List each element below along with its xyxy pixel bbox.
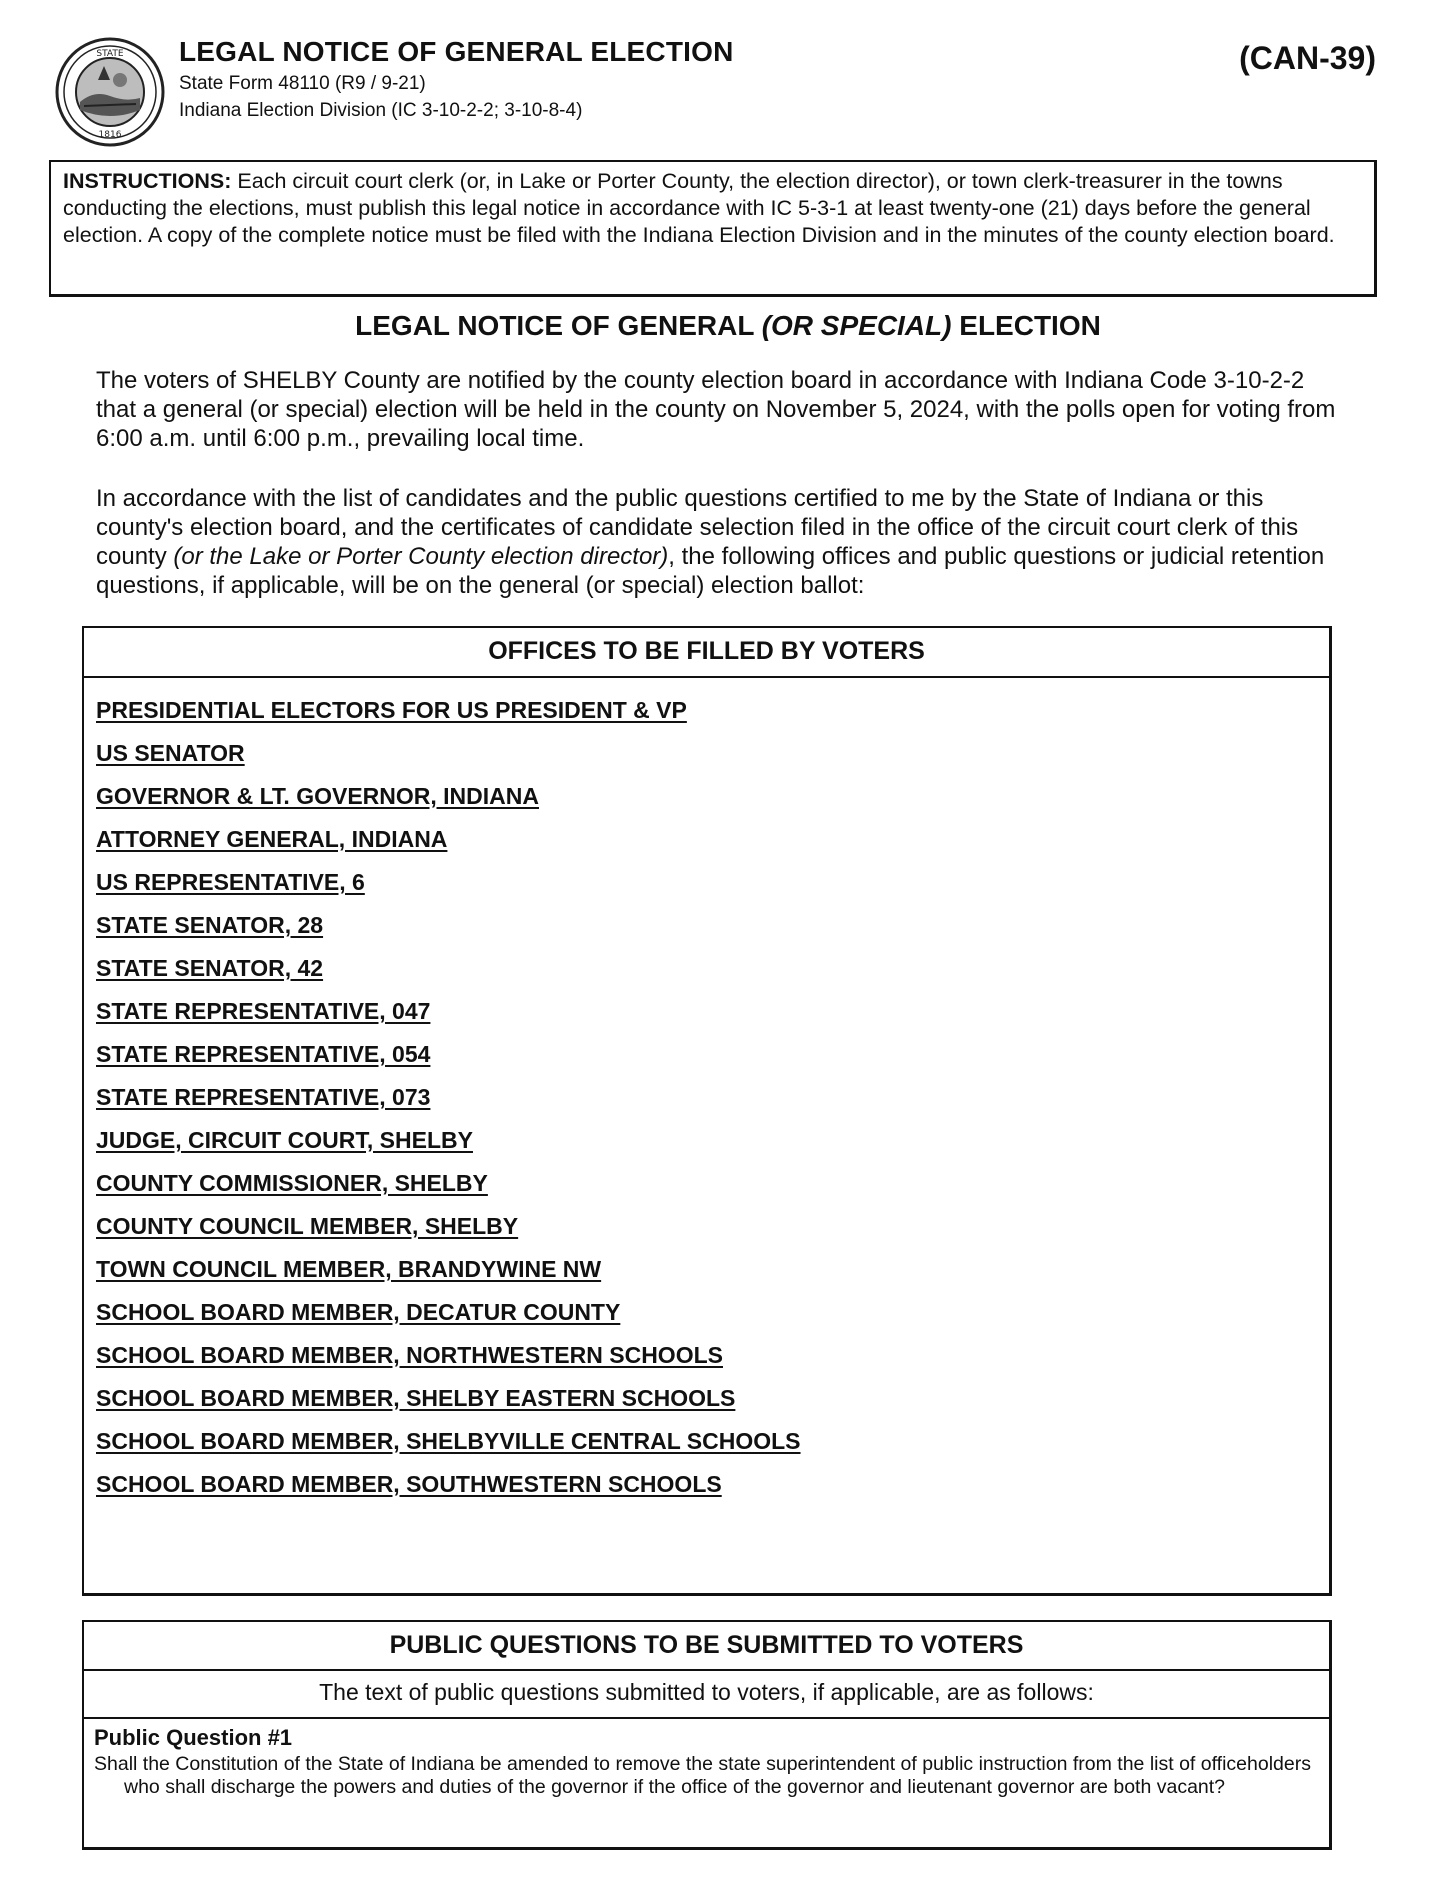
office-item: US REPRESENTATIVE, 6 [96, 869, 365, 895]
public-question-text: Shall the Constitution of the State of Indiana be amended to remove the state superintendent of public instruction from the list of officeholders who shall discharge the powers and duties of the governor if the office of the governor and lieutenant governor are both vacant? [94, 1753, 1311, 1798]
public-questions-intro: The text of public questions submitted to voters, if applicable, are as follows: [84, 1671, 1329, 1719]
notice-heading-italic: (OR SPECIAL) [761, 310, 952, 341]
public-questions-heading: PUBLIC QUESTIONS TO BE SUBMITTED TO VOTERS [84, 1622, 1329, 1671]
office-item: SCHOOL BOARD MEMBER, SHELBY EASTERN SCHOOLS [96, 1385, 736, 1411]
form-title: LEGAL NOTICE OF GENERAL ELECTION [179, 36, 734, 67]
svg-text:STATE: STATE [96, 49, 124, 59]
notice-paragraph-2-italic: (or the Lake or Porter County election director) [173, 543, 669, 570]
office-item: STATE REPRESENTATIVE, 054 [96, 1041, 431, 1067]
election-division: Indiana Election Division (IC 3-10-2-2; 3-10-8-4) [179, 100, 583, 121]
notice-paragraph-1: The voters of SHELBY County are notified by the county election board in accordance with Indiana Code 3-10-2-2 that a general (or special) election will be held in the county on November 5, 2024, with the polls open for voting from 6:00 a.m. until 6:00 p.m., prevailing local time. [96, 367, 1336, 452]
offices-heading: OFFICES TO BE FILLED BY VOTERS [84, 628, 1329, 678]
seal-icon [54, 36, 166, 148]
office-item: GOVERNOR & LT. GOVERNOR, INDIANA [96, 783, 539, 809]
public-question-title: Public Question #1 [94, 1725, 293, 1750]
office-item: SCHOOL BOARD MEMBER, SOUTHWESTERN SCHOOLS [96, 1471, 722, 1497]
office-item: JUDGE, CIRCUIT COURT, SHELBY [96, 1127, 473, 1153]
office-item: ATTORNEY GENERAL, INDIANA [96, 826, 448, 852]
office-item: COUNTY COMMISSIONER, SHELBY [96, 1170, 488, 1196]
svg-text:1816: 1816 [98, 130, 122, 140]
notice-paragraph-2 [96, 484, 1346, 600]
office-item: COUNTY COUNCIL MEMBER, SHELBY [96, 1213, 519, 1239]
office-item: SCHOOL BOARD MEMBER, DECATUR COUNTY [96, 1299, 621, 1325]
office-item: SCHOOL BOARD MEMBER, NORTHWESTERN SCHOOLS [96, 1342, 723, 1368]
form-number: State Form 48110 (R9 / 9-21) [179, 73, 426, 94]
public-questions-box [82, 1620, 1332, 1850]
instructions-text: Each circuit court clerk (or, in Lake or Porter County, the election director), or town clerk-treasurer in the towns conducting the elections, must publish this legal notice in accordance with IC 5-3-1 at least twenty-one (21) days before the general election. A copy of the complete notice must be filed with the Indiana Election Division and in the minutes of the county election board. [63, 169, 1335, 247]
form-code: (CAN-39) [1239, 40, 1376, 76]
notice-heading-post: ELECTION [951, 310, 1101, 341]
office-item: US SENATOR [96, 740, 245, 766]
office-item: STATE SENATOR, 42 [96, 955, 324, 981]
instructions-box [49, 160, 1377, 297]
office-item: PRESIDENTIAL ELECTORS FOR US PRESIDENT & VP [96, 697, 687, 723]
notice-heading [0, 310, 1456, 342]
office-item: SCHOOL BOARD MEMBER, SHELBYVILLE CENTRAL SCHOOLS [96, 1428, 801, 1454]
office-item: STATE REPRESENTATIVE, 073 [96, 1084, 431, 1110]
instructions-label: INSTRUCTIONS: [63, 169, 232, 193]
notice-paragraph-2-post: , the following offices and public questions or judicial retention questions, if applicable, will be on the general (or special) election ballot: [96, 543, 1325, 599]
notice-heading-pre: LEGAL NOTICE OF GENERAL [355, 310, 762, 341]
office-list [84, 678, 1329, 1511]
office-item: TOWN COUNCIL MEMBER, BRANDYWINE NW [96, 1256, 602, 1282]
notice-paragraph-2-pre: In accordance with the list of candidates and the public questions certified to me by the State of Indiana or this county's election board, and the certificates of candidate selection filed in the office of the circuit court clerk of this county [96, 485, 1299, 570]
header-block [179, 36, 734, 122]
offices-box [82, 626, 1332, 1596]
office-item: STATE SENATOR, 28 [96, 912, 324, 938]
office-item: STATE REPRESENTATIVE, 047 [96, 998, 431, 1024]
